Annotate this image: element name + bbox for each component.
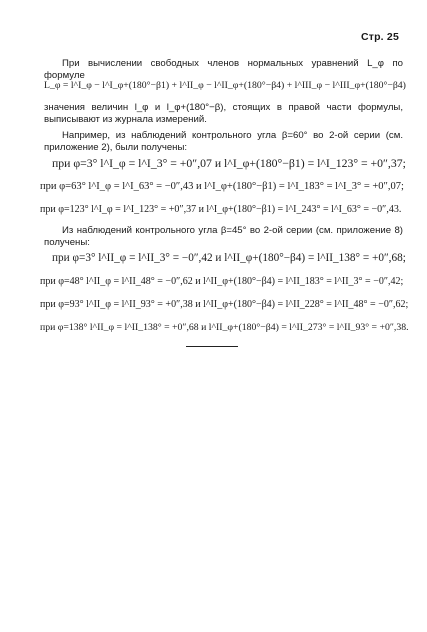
example-45-intro: Из наблюдений контрольного угла β=45° во 2-ой серии (см. приложение 8) получены:	[44, 225, 403, 248]
example-60-line-1: при φ=3° l^I_φ = l^I_3° = +0″,07 и l^I_φ+(180°−β1) = l^I_123° = +0″,37;	[52, 157, 406, 170]
example-60-intro: Например, из наблюдений контрольного угла β=60° во 2-ой серии (см. приложение 2), были получены:	[44, 130, 403, 153]
values-note: значения величин l_φ и l_φ+(180°−β), стоящих в правой части формулы, выписывают из журнала измерений.	[44, 102, 403, 125]
page-number: Стр. 25	[360, 31, 399, 43]
example-45-line-4: при φ=138° l^II_φ = l^II_138° = +0″,68 и l^II_φ+(180°−β4) = l^II_273° = l^II_93° = +0″,38.	[40, 322, 409, 333]
example-60-line-2: при φ=63° l^I_φ = l^I_63° = −0″,43 и l^I_φ+(180°−β1) = l^I_183° = l^I_3° = +0″,07;	[40, 181, 404, 192]
example-45-line-1: при φ=3° l^II_φ = l^II_3° = −0″,42 и l^II_φ+(180°−β4) = l^II_138° = +0″,68;	[52, 252, 406, 264]
example-60-line-3: при φ=123° l^I_φ = l^I_123° = +0″,37 и l^I_φ+(180°−β1) = l^I_243° = l^I_63° = −0″,43.	[40, 204, 402, 215]
example-45-line-2: при φ=48° l^II_φ = l^II_48° = −0″,62 и l^II_φ+(180°−β4) = l^II_183° = l^II_3° = −0″,42;	[40, 276, 404, 287]
intro-paragraph: При вычислении свободных членов нормальных уравнений L_φ по формуле	[44, 58, 403, 81]
main-formula: L_φ = l^I_φ − l^I_φ+(180°−β1) + l^II_φ − l^II_φ+(180°−β4) + l^III_φ − l^III_φ+(180°−β4)	[44, 80, 406, 91]
section-divider	[186, 346, 238, 347]
example-45-line-3: при φ=93° l^II_φ = l^II_93° = +0″,38 и l^II_φ+(180°−β4) = l^II_228° = l^II_48° = −0″,62;	[40, 299, 409, 310]
